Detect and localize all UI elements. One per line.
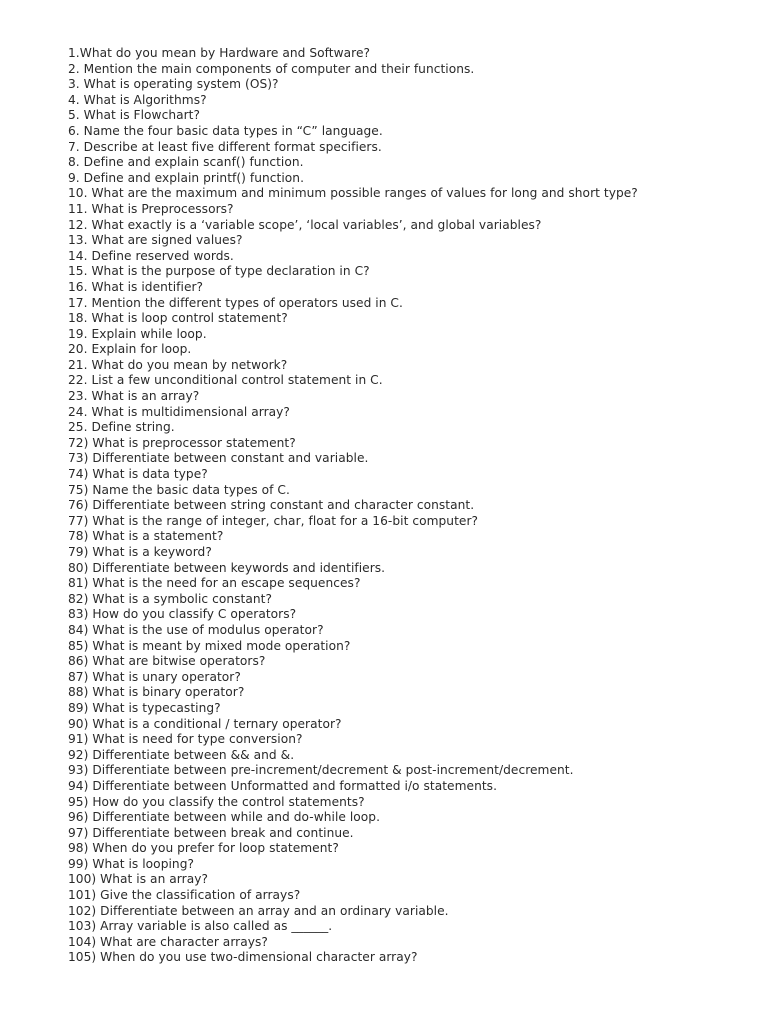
question-item: 12. What exactly is a ‘variable scope’, ‘local variables’, and global variables? xyxy=(68,217,542,232)
question-item: 1.What do you mean by Hardware and Software? xyxy=(68,46,371,60)
question-item: 80) Differentiate between keywords and identifiers. xyxy=(68,560,386,575)
question-item: 73) Differentiate between constant and variable. xyxy=(68,451,369,466)
question-item: 16. What is identifier? xyxy=(68,279,204,294)
question-item: 92) Differentiate between && and &. xyxy=(68,747,295,762)
question-item: 103) Array variable is also called as ______. xyxy=(68,919,333,934)
question-item: 4. What is Algorithms? xyxy=(68,92,207,107)
question-item: 86) What are bitwise operators? xyxy=(68,654,266,669)
question-item: 89) What is typecasting? xyxy=(68,700,221,715)
question-item: 75) Name the basic data types of C. xyxy=(68,482,290,497)
question-item: 99) What is looping? xyxy=(68,856,194,871)
question-item: 84) What is the use of modulus operator? xyxy=(68,622,324,637)
question-item: 14. Define reserved words. xyxy=(68,248,234,263)
question-item: 15. What is the purpose of type declaration in C? xyxy=(68,264,370,279)
question-item: 8. Define and explain scanf() function. xyxy=(68,155,304,170)
question-item: 105) When do you use two-dimensional character array? xyxy=(68,950,418,965)
question-item: 96) Differentiate between while and do-while loop. xyxy=(68,810,381,825)
question-item: 2. Mention the main components of computer and their functions. xyxy=(68,61,475,76)
question-item: 10. What are the maximum and minimum possible ranges of values for long and short type? xyxy=(68,186,638,201)
question-item: 101) Give the classification of arrays? xyxy=(68,888,301,903)
question-item: 82) What is a symbolic constant? xyxy=(68,591,273,606)
question-item: 76) Differentiate between string constant and character constant. xyxy=(68,498,475,513)
question-item: 21. What do you mean by network? xyxy=(68,357,288,372)
question-item: 83) How do you classify C operators? xyxy=(68,607,297,622)
question-item: 5. What is Flowchart? xyxy=(68,108,201,123)
question-item: 97) Differentiate between break and continue. xyxy=(68,825,354,840)
question-item: 100) What is an array? xyxy=(68,872,208,887)
question-item: 78) What is a statement? xyxy=(68,529,224,544)
question-item: 94) Differentiate between Unformatted and formatted i/o statements. xyxy=(68,778,498,793)
question-item: 20. Explain for loop. xyxy=(68,342,192,357)
question-item: 88) What is binary operator? xyxy=(68,685,245,700)
question-item: 9. Define and explain printf() function. xyxy=(68,170,305,185)
question-item: 72) What is preprocessor statement? xyxy=(68,435,296,450)
question-item: 91) What is need for type conversion? xyxy=(68,732,303,747)
question-item: 23. What is an array? xyxy=(68,389,200,404)
question-item: 87) What is unary operator? xyxy=(68,669,241,684)
question-item: 7. Describe at least five different format specifiers. xyxy=(68,139,382,154)
question-item: 90) What is a conditional / ternary operator? xyxy=(68,716,342,731)
question-item: 93) Differentiate between pre-increment/decrement & post-increment/decrement. xyxy=(68,763,574,778)
question-item: 104) What are character arrays? xyxy=(68,934,268,949)
question-item: 74) What is data type? xyxy=(68,467,208,482)
question-item: 79) What is a keyword? xyxy=(68,545,212,559)
question-item: 13. What are signed values? xyxy=(68,233,243,248)
question-item: 17. Mention the different types of operators used in C. xyxy=(68,295,403,310)
question-item: 6. Name the four basic data types in “C” language. xyxy=(68,123,383,138)
question-item: 11. What is Preprocessors? xyxy=(68,201,234,216)
question-list xyxy=(68,46,748,966)
document-page xyxy=(68,46,748,966)
question-item: 24. What is multidimensional array? xyxy=(68,404,290,419)
question-item: 102) Differentiate between an array and an ordinary variable. xyxy=(68,903,449,918)
question-item: 95) How do you classify the control statements? xyxy=(68,794,365,809)
question-item: 18. What is loop control statement? xyxy=(68,311,288,326)
question-item: 85) What is meant by mixed mode operation? xyxy=(68,638,351,653)
question-item: 22. List a few unconditional control statement in C. xyxy=(68,373,383,388)
question-item: 81) What is the need for an escape sequences? xyxy=(68,576,361,591)
question-item: 98) When do you prefer for loop statement? xyxy=(68,841,339,856)
question-item: 19. Explain while loop. xyxy=(68,326,207,341)
question-item: 3. What is operating system (OS)? xyxy=(68,77,279,92)
question-item: 77) What is the range of integer, char, float for a 16-bit computer? xyxy=(68,513,479,528)
question-item: 25. Define string. xyxy=(68,420,175,435)
